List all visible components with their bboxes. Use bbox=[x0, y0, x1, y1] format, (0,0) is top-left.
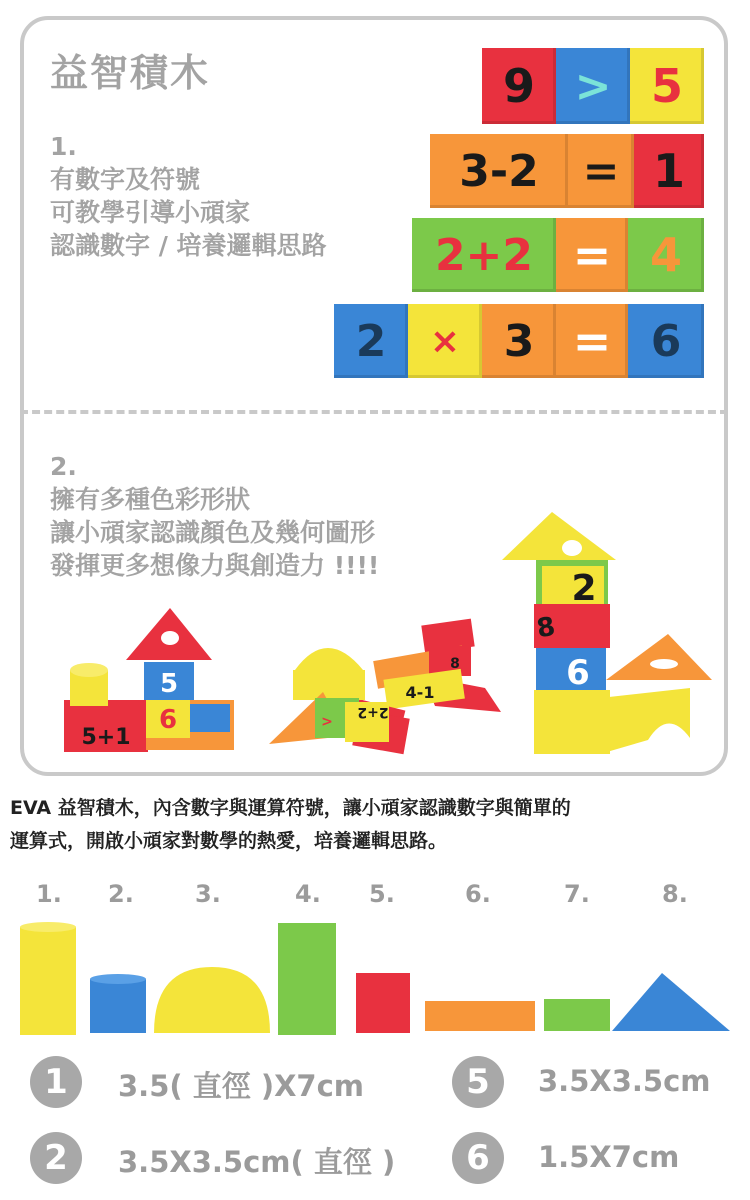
block-three: 3 bbox=[482, 304, 556, 378]
build-label: 5 bbox=[159, 669, 179, 699]
section-1-line: 有數字及符號 bbox=[50, 165, 201, 194]
number-badge: 5 bbox=[452, 1056, 504, 1108]
size-text: 1.5X7cm bbox=[538, 1140, 680, 1174]
shape-number: 4. bbox=[295, 880, 321, 908]
block-six: 6 bbox=[628, 304, 704, 378]
cylinder-tall-shape bbox=[20, 927, 76, 1035]
product-description bbox=[10, 792, 745, 858]
section-2-line: 讓小頑家認識顏色及幾何圖形 bbox=[50, 518, 376, 547]
number-badge: 1 bbox=[30, 1056, 82, 1108]
cylinder-short-shape bbox=[90, 979, 146, 1033]
triangle-prism-shape bbox=[612, 973, 730, 1031]
size-text: 3.5X3.5cm bbox=[538, 1064, 711, 1098]
description-line: 運算式，開啟小頑家對數學的熱愛，培養邏輯思路。 bbox=[10, 830, 448, 852]
shape-number: 1. bbox=[36, 880, 62, 908]
build-label: 2 bbox=[571, 568, 597, 609]
block-two: 2 bbox=[334, 304, 408, 378]
page-title: 益智積木 bbox=[50, 51, 211, 95]
build-label: 6 bbox=[158, 705, 178, 735]
build-label: 8 bbox=[534, 611, 558, 645]
size-text: 3.5( 直徑 )X7cm bbox=[118, 1069, 365, 1103]
build-label: 4-1 bbox=[405, 683, 435, 702]
build-label: > bbox=[321, 714, 333, 730]
cylinder-top bbox=[90, 974, 146, 984]
section-1-text bbox=[50, 130, 327, 262]
block-times: × bbox=[408, 304, 482, 378]
small-block-shape bbox=[544, 999, 610, 1031]
cylinder-top bbox=[20, 922, 76, 932]
block-greater: > bbox=[556, 48, 630, 124]
number-badge: 2 bbox=[30, 1132, 82, 1184]
section-2-line: 發揮更多想像力與創造力 !!!! bbox=[50, 551, 380, 580]
flat-plank-shape bbox=[425, 1001, 535, 1031]
build-label: 8 bbox=[450, 656, 460, 672]
tall-cuboid-shape bbox=[278, 923, 336, 1035]
build-label: 2+2 bbox=[357, 704, 389, 720]
block-four: 4 bbox=[628, 218, 704, 292]
block-2-plus-2: 2+2 bbox=[412, 218, 556, 292]
build-label: 5+1 bbox=[81, 725, 131, 750]
section-2-line: 擁有多種色彩形狀 bbox=[50, 485, 251, 514]
cube-shape bbox=[356, 973, 410, 1033]
block-3-minus-2: 3-2 bbox=[430, 134, 568, 208]
block-equals: = bbox=[568, 134, 634, 208]
section-2-text bbox=[50, 450, 379, 582]
block-building-house bbox=[60, 600, 235, 760]
block-nine: 9 bbox=[482, 48, 556, 124]
shape-lineup bbox=[0, 915, 750, 1040]
shape-number: 6. bbox=[465, 880, 491, 908]
section-1-number: 1. bbox=[50, 132, 77, 161]
shape-number: 8. bbox=[662, 880, 688, 908]
block-five: 5 bbox=[630, 48, 704, 124]
description-line: EVA 益智積木，內含數字與運算符號，讓小頑家認識數字與簡單的 bbox=[10, 797, 571, 819]
shape-number: 2. bbox=[108, 880, 134, 908]
half-cylinder-shape bbox=[154, 967, 270, 1033]
block-equals: = bbox=[556, 218, 628, 292]
block-equals: = bbox=[556, 304, 628, 378]
number-badge: 6 bbox=[452, 1132, 504, 1184]
build-label: 6 bbox=[566, 653, 590, 693]
block-building-vehicle bbox=[265, 616, 510, 761]
shape-number: 5. bbox=[369, 880, 395, 908]
section-1-line: 可教學引導小頑家 bbox=[50, 198, 251, 227]
size-text: 3.5X3.5cm( 直徑 ) bbox=[118, 1145, 396, 1179]
shape-number: 7. bbox=[564, 880, 590, 908]
section-divider bbox=[20, 410, 728, 414]
section-1-line: 認識數字 / 培養邏輯思路 bbox=[50, 231, 327, 260]
section-2-number: 2. bbox=[50, 452, 77, 481]
shape-number: 3. bbox=[195, 880, 221, 908]
block-one: 1 bbox=[634, 134, 704, 208]
block-building-tower bbox=[500, 508, 720, 760]
